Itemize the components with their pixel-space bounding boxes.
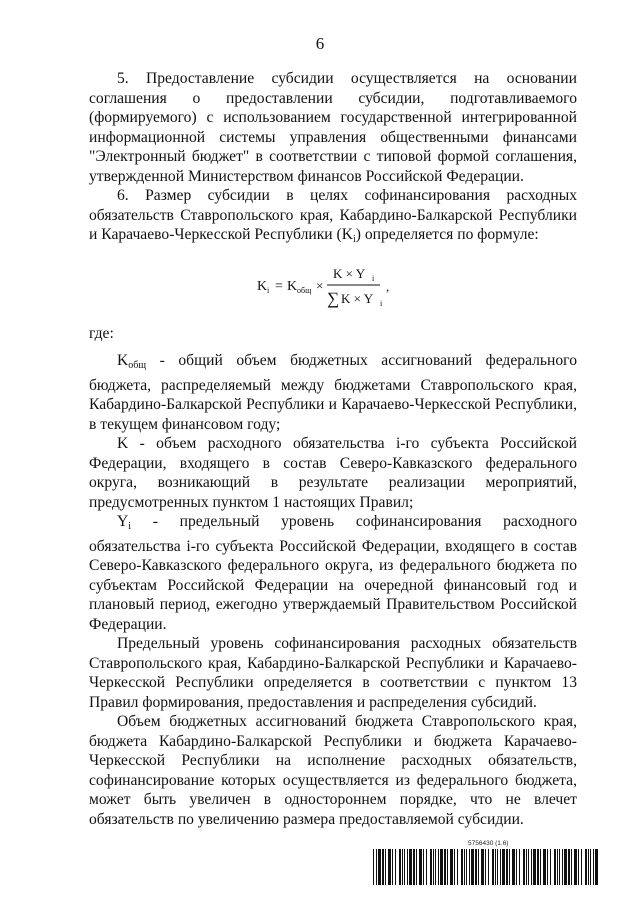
svg-text:=: = [275,278,283,294]
paragraph-6-subscript: i [352,234,356,245]
formula-sum-symbol: ∑ [327,288,340,308]
page-number: 6 [315,34,325,53]
paragraph-6-text: 6. Размер субсидии в целях софинансирования расходных обязательств Ставропольского края, Кабардино-Балкарской Республики и Карачаево-Черкесской Республики (K [89,187,577,243]
definition-y-symbol: Y [117,513,129,530]
paragraph-cofinancing-level: Предельный уровень софинансирования расходных обязательств Ставропольского края, Кабардино-Балкарской Республики и Карачаево-Черкесской Республики определяется в соответствии с пунктом 13 Правил формирования, предоставления и распределения субсидий. [89,635,577,711]
definition-k-total [89,351,577,434]
where-label: где: [89,324,114,342]
formula-numerator-sub: i [372,273,375,283]
paragraph-budget-volume: Объем бюджетных ассигнований бюджета Ставропольского края, бюджета Кабардино-Балкарской Республики и бюджета Карачаево-Черкесской Республики на исполнение расходных обязательств, софинансирование которых осуществляется из федерального бюджета, может быть увеличен в одностороннем порядке, что не влечет обязательств по увеличению размера предоставляемой субсидии. [89,713,577,828]
definition-k: K - объем расходного обязательства i-го субъекта Российской Федерации, входящего в состав Северо-Кавказского федерального округа, возникающий в результате реализации мероприятий, предусмотренных пунктом 1 настоящих Правил; [89,435,577,511]
definition-y-subscript: i [128,521,132,532]
formula-denominator-sub: i [380,298,383,308]
definition-y [89,512,577,634]
formula-k-total-sub: общ [297,285,312,295]
svg-text:×: × [316,277,324,293]
definition-k-total-text: - общий объем бюджетных ассигнований федерального бюджета, распределяемый между бюджетами Ставропольского края, Кабардино-Балкарской Республики и Карачаево-Черкесской Республики, в текущем финансовом году; [89,352,577,433]
formula-lhs-sub: i [267,285,270,295]
formula-k-total: K [287,278,298,294]
document-body [89,69,577,829]
barcode-image [373,849,599,885]
formula-graphic [255,258,415,316]
definition-k-total-subscript: общ [128,360,147,371]
definition-y-text: - предельный уровень софинансирования расходного обязательства i-го субъекта Российской Федерации, входящего в состав Северо-Кавказского федерального округа, из федерального бюджета по субъектам Российской Федерации на очередной финансовый год и плановый период, ежегодно утверждаемый Правительством Российской Федерации. [89,513,577,633]
formula-denominator: K × Y [341,290,374,306]
formula-trailing-comma: , [386,278,390,294]
barcode-caption: 5756430 (1.6) [468,840,509,847]
formula-numerator: K × Y [333,265,366,281]
paragraph-6 [89,186,577,250]
formula [89,250,577,324]
formula-lhs: K [257,278,268,294]
paragraph-6-end: ) определяется по формуле: [355,226,539,243]
paragraph-5: 5. Предоставление субсидии осуществляется на основании соглашения о предоставлении субсидии, подготавливаемого (формируемого) с использованием государственной интегрированной информационной системы управления общественными финансами "Электронный бюджет" в соответствии с типовой формой соглашения, утвержденной Министерством финансов Российской Федерации. [89,70,577,185]
definition-k-total-symbol: K [117,352,129,369]
